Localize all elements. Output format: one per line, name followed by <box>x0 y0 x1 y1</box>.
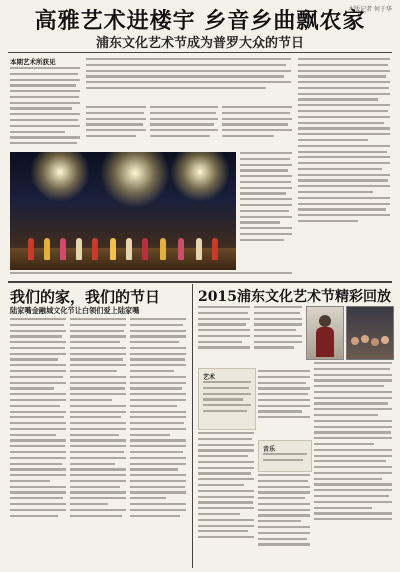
caption-strip <box>10 272 292 280</box>
header-rule <box>8 52 392 53</box>
audience-photo <box>346 306 394 360</box>
lower-right-column-2 <box>254 306 302 366</box>
mid-text-column-3 <box>222 106 292 150</box>
lower-right-column-5 <box>258 474 310 568</box>
lower-right-column-6 <box>314 362 392 568</box>
inner-box-title: 艺术 <box>203 374 216 381</box>
performer-photo <box>306 306 344 360</box>
intro-text-columns <box>86 58 291 106</box>
lower-right-column-3 <box>198 432 254 568</box>
inner-subtitle-box <box>258 440 312 472</box>
mid-text-column-2 <box>150 106 218 150</box>
sub-headline: 浦东文化艺术节成为普罗大众的节日 <box>95 36 304 51</box>
lower-left-headline: 我们的家，我们的节日 <box>10 288 161 306</box>
right-text-column <box>298 58 390 278</box>
lower-left-column-2 <box>70 318 126 566</box>
top-left-text-column <box>10 67 80 155</box>
photo-side-text <box>240 152 292 270</box>
stage-performance-photo <box>10 152 236 270</box>
lower-left-column-1 <box>10 318 66 566</box>
inner-box-subtitle: 音乐 <box>263 446 276 453</box>
lower-right-headline: 2015浦东文化艺术节精彩回放 <box>198 289 391 305</box>
lower-right-column-4 <box>258 370 310 436</box>
mid-text-column-1 <box>86 106 146 150</box>
section-rule <box>8 281 392 283</box>
lower-left-subhead: 陆家嘴金融城文化节让白领们爱上陆家嘴 <box>10 306 140 315</box>
page-meta: 本版记者 何于华 <box>348 6 392 13</box>
lower-right-column-1 <box>198 306 250 366</box>
top-left-block-title: 本期艺术所获见 <box>10 58 56 66</box>
main-headline: 高雅艺术进楼宇 乡音乡曲飘农家 <box>34 8 366 34</box>
inner-sidebar-box <box>198 368 256 430</box>
column-divider <box>192 284 193 568</box>
lower-left-column-3 <box>130 318 186 566</box>
